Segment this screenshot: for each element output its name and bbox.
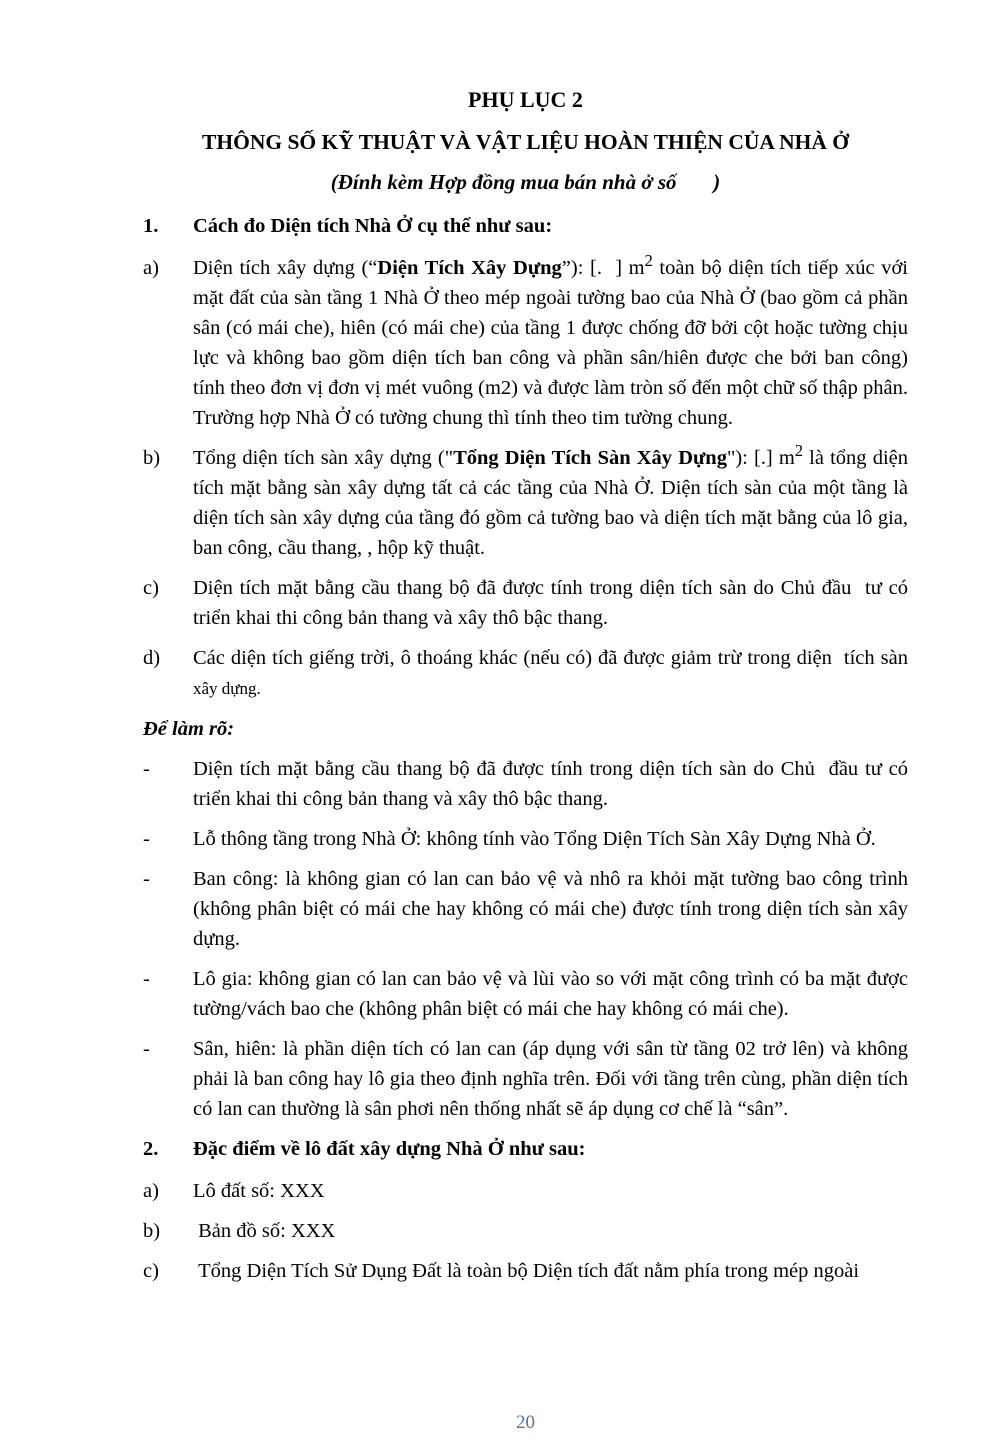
clarification-bullet-1-dash: - — [143, 758, 150, 780]
list-item-1d-text: Các diện tích giếng trời, ô thoáng khác (nếu có) đã được giảm trừ trong diện tích sàn xây dựng. — [193, 647, 908, 698]
clarification-bullet-3 — [143, 864, 908, 954]
section-2-heading — [143, 1134, 908, 1164]
list-item-1a-text: Diện tích xây dựng (“Diện Tích Xây Dựng”): [. ] $m^2$ toàn bộ diện tích tiếp xúc với mặt đất của sàn tầng 1 Nhà Ở theo mép ngoài tường bao của Nhà Ở (bao gồm cả phần sân (có mái che), hiên (có mái che) của tầng 1 được chống đỡ bởi cột hoặc tường chịu lực và không bao gồm diện tích ban công và phần sân/hiên được che bởi ban công) tính theo đơn vị đơn vị mét vuông (m2) và được làm tròn số đến một chữ số thập phân. Trường hợp Nhà Ở có tường chung thì tính theo tim tường chung. — [193, 251, 908, 429]
document-title: THÔNG SỐ KỸ THUẬT VÀ VẬT LIỆU HOÀN THIỆN CỦA NHÀ Ở — [202, 130, 849, 154]
clarification-bullet-4 — [143, 964, 908, 1024]
clarification-bullet-2-text: Lỗ thông tầng trong Nhà Ở: không tính vào Tổng Diện Tích Sàn Xây Dựng Nhà Ở. — [193, 828, 876, 850]
clarification-bullet-2-dash: - — [143, 828, 150, 850]
appendix-title: PHỤ LỤC 2 — [468, 87, 583, 112]
section-1-heading-text: Cách đo Diện tích Nhà Ở cụ thể như sau: — [193, 215, 553, 237]
list-item-1c-text: Diện tích mặt bằng cầu thang bộ đã được tính trong diện tích sàn do Chủ đầu tư có triển khai thi công bản thang và xây thô bậc thang. — [193, 577, 908, 629]
list-item-1c — [143, 573, 908, 633]
list-item-1d — [143, 643, 908, 704]
section-2-number: 2. — [143, 1138, 159, 1160]
clarification-heading: Để làm rõ: — [143, 718, 235, 740]
clarification-bullet-5-dash: - — [143, 1038, 150, 1060]
list-item-2a — [143, 1176, 908, 1206]
list-item-1a-label: a) — [143, 257, 159, 279]
clarification-bullet-5 — [143, 1034, 908, 1124]
list-item-2c-label: c) — [143, 1260, 159, 1282]
attachment-note: (Đính kèm Hợp đồng mua bán nhà ở số ) — [330, 170, 721, 194]
clarification-bullet-2 — [143, 824, 908, 854]
page-number: 20 — [516, 1412, 535, 1433]
list-item-2b-text: Bản đồ số: XXX — [193, 1220, 336, 1242]
section-1-heading — [143, 211, 908, 241]
list-item-1b-text: Tổng diện tích sàn xây dựng ("Tổng Diện Tích Sàn Xây Dựng"): [.] $m^2$ là tổng diện tích mặt bằng sàn xây dựng tất cả các tầng của Nhà Ở. Diện tích sàn của một tầng là diện tích sàn xây dựng của tầng đó gồm cả tường bao và diện tích mặt bằng của lô gia, ban công, cầu thang, , hộp kỹ thuật. — [193, 441, 908, 559]
list-item-2a-label: a) — [143, 1180, 159, 1202]
clarification-bullet-4-dash: - — [143, 968, 150, 990]
list-item-2c-text: Tổng Diện Tích Sử Dụng Đất là toàn bộ Diện tích đất nằm phía trong mép ngoài — [193, 1260, 860, 1282]
clarification-bullet-4-text: Lô gia: không gian có lan can bảo vệ và lùi vào so với mặt công trình có ba mặt được tường/vách bao che (không phân biệt có mái che hay không có mái che). — [193, 968, 908, 1020]
list-item-2b-label: b) — [143, 1220, 161, 1242]
clarification-bullet-1 — [143, 754, 908, 814]
list-item-2c — [143, 1256, 908, 1286]
list-item-1a — [143, 253, 908, 433]
section-2-heading-text: Đặc điểm về lô đất xây dựng Nhà Ở như sau: — [193, 1138, 586, 1160]
section-1-number: 1. — [143, 215, 159, 237]
clarification-bullet-3-text: Ban công: là không gian có lan can bảo vệ và nhô ra khỏi mặt tường bao công trình (không phân biệt có mái che hay không có mái che) được tính trong diện tích sàn xây dựng. — [193, 868, 908, 950]
list-item-2b — [143, 1216, 908, 1246]
list-item-1b — [143, 443, 908, 563]
clarification-bullet-5-text: Sân, hiên: là phần diện tích có lan can (áp dụng với sân từ tầng 02 trở lên) và không phải là ban công hay lô gia theo định nghĩa trên. Đối với tầng trên cùng, phần diện tích có lan can thường là sân phơi nên thống nhất sẽ áp dụng cơ chế là “sân”. — [193, 1038, 908, 1120]
clarification-bullet-1-text: Diện tích mặt bằng cầu thang bộ đã được tính trong diện tích sàn do Chủ đầu tư có triển khai thi công bản thang và xây thô bậc thang. — [193, 758, 908, 810]
list-item-1c-label: c) — [143, 577, 159, 599]
list-item-2a-text: Lô đất số: XXX — [193, 1180, 325, 1202]
list-item-1d-label: d) — [143, 647, 161, 669]
clarification-bullet-3-dash: - — [143, 868, 150, 890]
list-item-1b-label: b) — [143, 447, 161, 469]
